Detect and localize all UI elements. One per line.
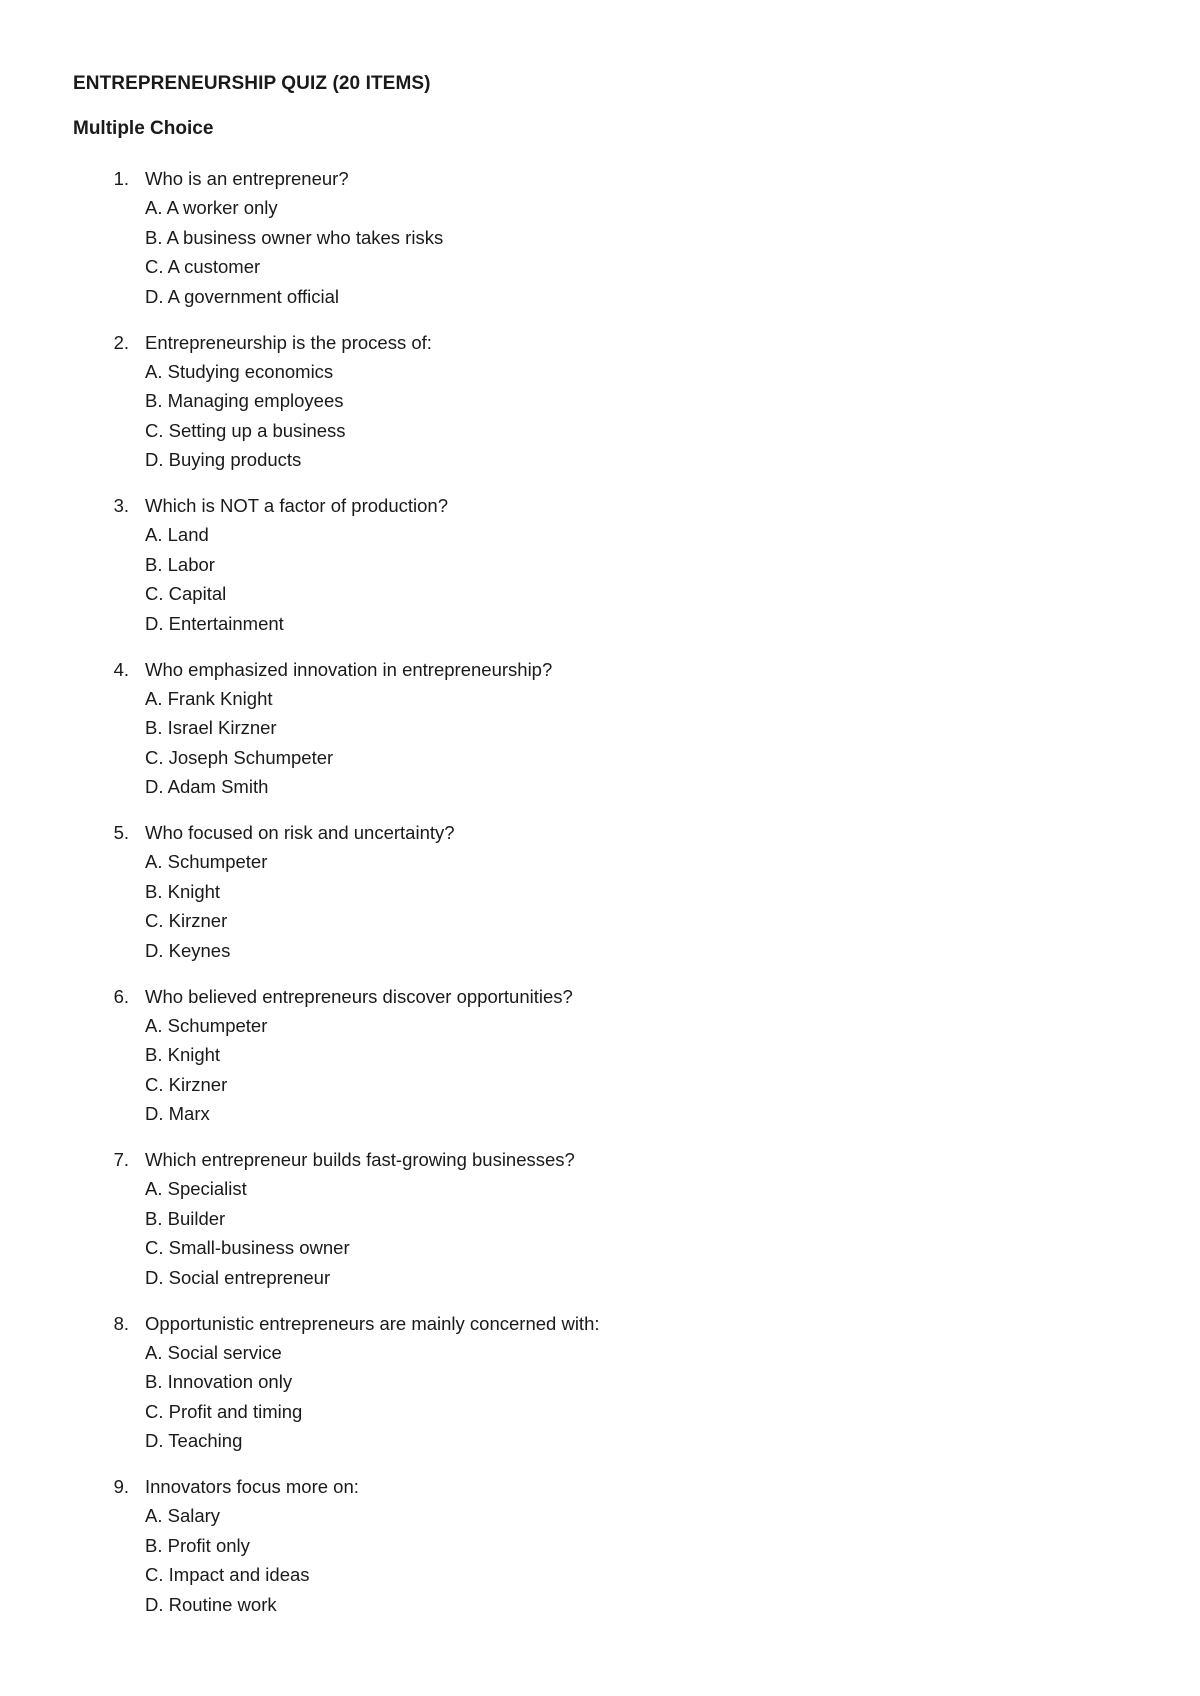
answer-option: C. Joseph Schumpeter (145, 746, 334, 768)
answer-options (145, 520, 284, 638)
question-item (0, 164, 1100, 328)
question-item (0, 328, 1100, 492)
question-text: Who emphasized innovation in entrepreneurship? (145, 658, 553, 680)
answer-option: C. A customer (145, 256, 261, 278)
answer-option: D. Teaching (145, 1430, 243, 1452)
answer-option: B. Labor (145, 553, 215, 575)
answer-option: A. Salary (145, 1505, 221, 1527)
question-text: Who believed entrepreneurs discover opportunities? (145, 985, 573, 1007)
answer-option: B. Profit only (145, 1534, 250, 1556)
answer-option: A. A worker only (145, 197, 278, 219)
answer-option: B. Israel Kirzner (145, 717, 277, 739)
answer-option: A. Land (145, 524, 209, 546)
answer-option: D. Entertainment (145, 612, 284, 634)
answer-option: C. Setting up a business (145, 419, 346, 441)
answer-option: C. Kirzner (145, 1073, 228, 1095)
question-item (0, 491, 1100, 655)
question-item (0, 818, 1100, 982)
answer-option: B. Knight (145, 880, 221, 902)
question-text: Innovators focus more on: (145, 1476, 359, 1497)
answer-option: C. Kirzner (145, 910, 228, 932)
question-list (0, 164, 1100, 1636)
answer-options (145, 684, 333, 802)
question-item (0, 1472, 1100, 1636)
question-item (0, 1145, 1100, 1309)
answer-option: B. Builder (145, 1207, 226, 1229)
answer-option: C. Profit and timing (145, 1400, 303, 1422)
question-number: 9. (113, 1476, 129, 1497)
answer-options (145, 1174, 350, 1292)
question-number: 5. (113, 822, 129, 843)
answer-options (145, 193, 443, 311)
question-text: Who focused on risk and uncertainty? (145, 822, 455, 843)
answer-option: B. Knight (145, 1044, 221, 1066)
answer-option: D. Routine work (145, 1593, 277, 1615)
answer-option: A. Schumpeter (145, 851, 268, 873)
answer-option: A. Frank Knight (145, 687, 273, 709)
question-text: Opportunistic entrepreneurs are mainly concerned with: (145, 1312, 600, 1334)
answer-option: B. Innovation only (145, 1371, 293, 1393)
question-text: Entrepreneurship is the process of: (145, 331, 432, 353)
answer-options (145, 847, 267, 965)
question-number: 7. (113, 1149, 129, 1170)
section-title: Multiple Choice (73, 118, 214, 139)
question-text: Who is an entrepreneur? (145, 168, 349, 189)
answer-option: A. Schumpeter (145, 1014, 268, 1036)
answer-option: A. Studying economics (145, 360, 334, 382)
question-number: 3. (113, 495, 129, 516)
question-number: 1. (113, 168, 129, 189)
question-item (0, 982, 1100, 1146)
answer-options (145, 1501, 310, 1619)
answer-option: D. A government official (145, 285, 340, 307)
question-number: 4. (113, 658, 129, 680)
answer-options (145, 1011, 267, 1129)
answer-option: C. Small-business owner (145, 1237, 350, 1259)
answer-option: A. Social service (145, 1341, 282, 1363)
question-text: Which entrepreneur builds fast-growing businesses? (145, 1149, 575, 1170)
answer-option: D. Social entrepreneur (145, 1266, 331, 1288)
answer-options (145, 1338, 302, 1456)
question-text: Which is NOT a factor of production? (145, 495, 448, 516)
question-item (0, 1309, 1100, 1473)
answer-options (145, 357, 346, 475)
question-number: 6. (113, 985, 129, 1007)
answer-option: D. Adam Smith (145, 776, 269, 798)
answer-option: B. A business owner who takes risks (145, 226, 444, 248)
answer-option: A. Specialist (145, 1178, 247, 1200)
question-item (0, 655, 1100, 819)
answer-option: B. Managing employees (145, 390, 344, 412)
answer-option: C. Capital (145, 583, 227, 605)
document-title: ENTREPRENEURSHIP QUIZ (20 ITEMS) (73, 73, 431, 94)
question-number: 8. (113, 1312, 129, 1334)
answer-option: D. Keynes (145, 939, 231, 961)
answer-option: D. Marx (145, 1103, 210, 1125)
question-number: 2. (113, 331, 129, 353)
answer-option: C. Impact and ideas (145, 1564, 310, 1586)
answer-option: D. Buying products (145, 449, 302, 471)
